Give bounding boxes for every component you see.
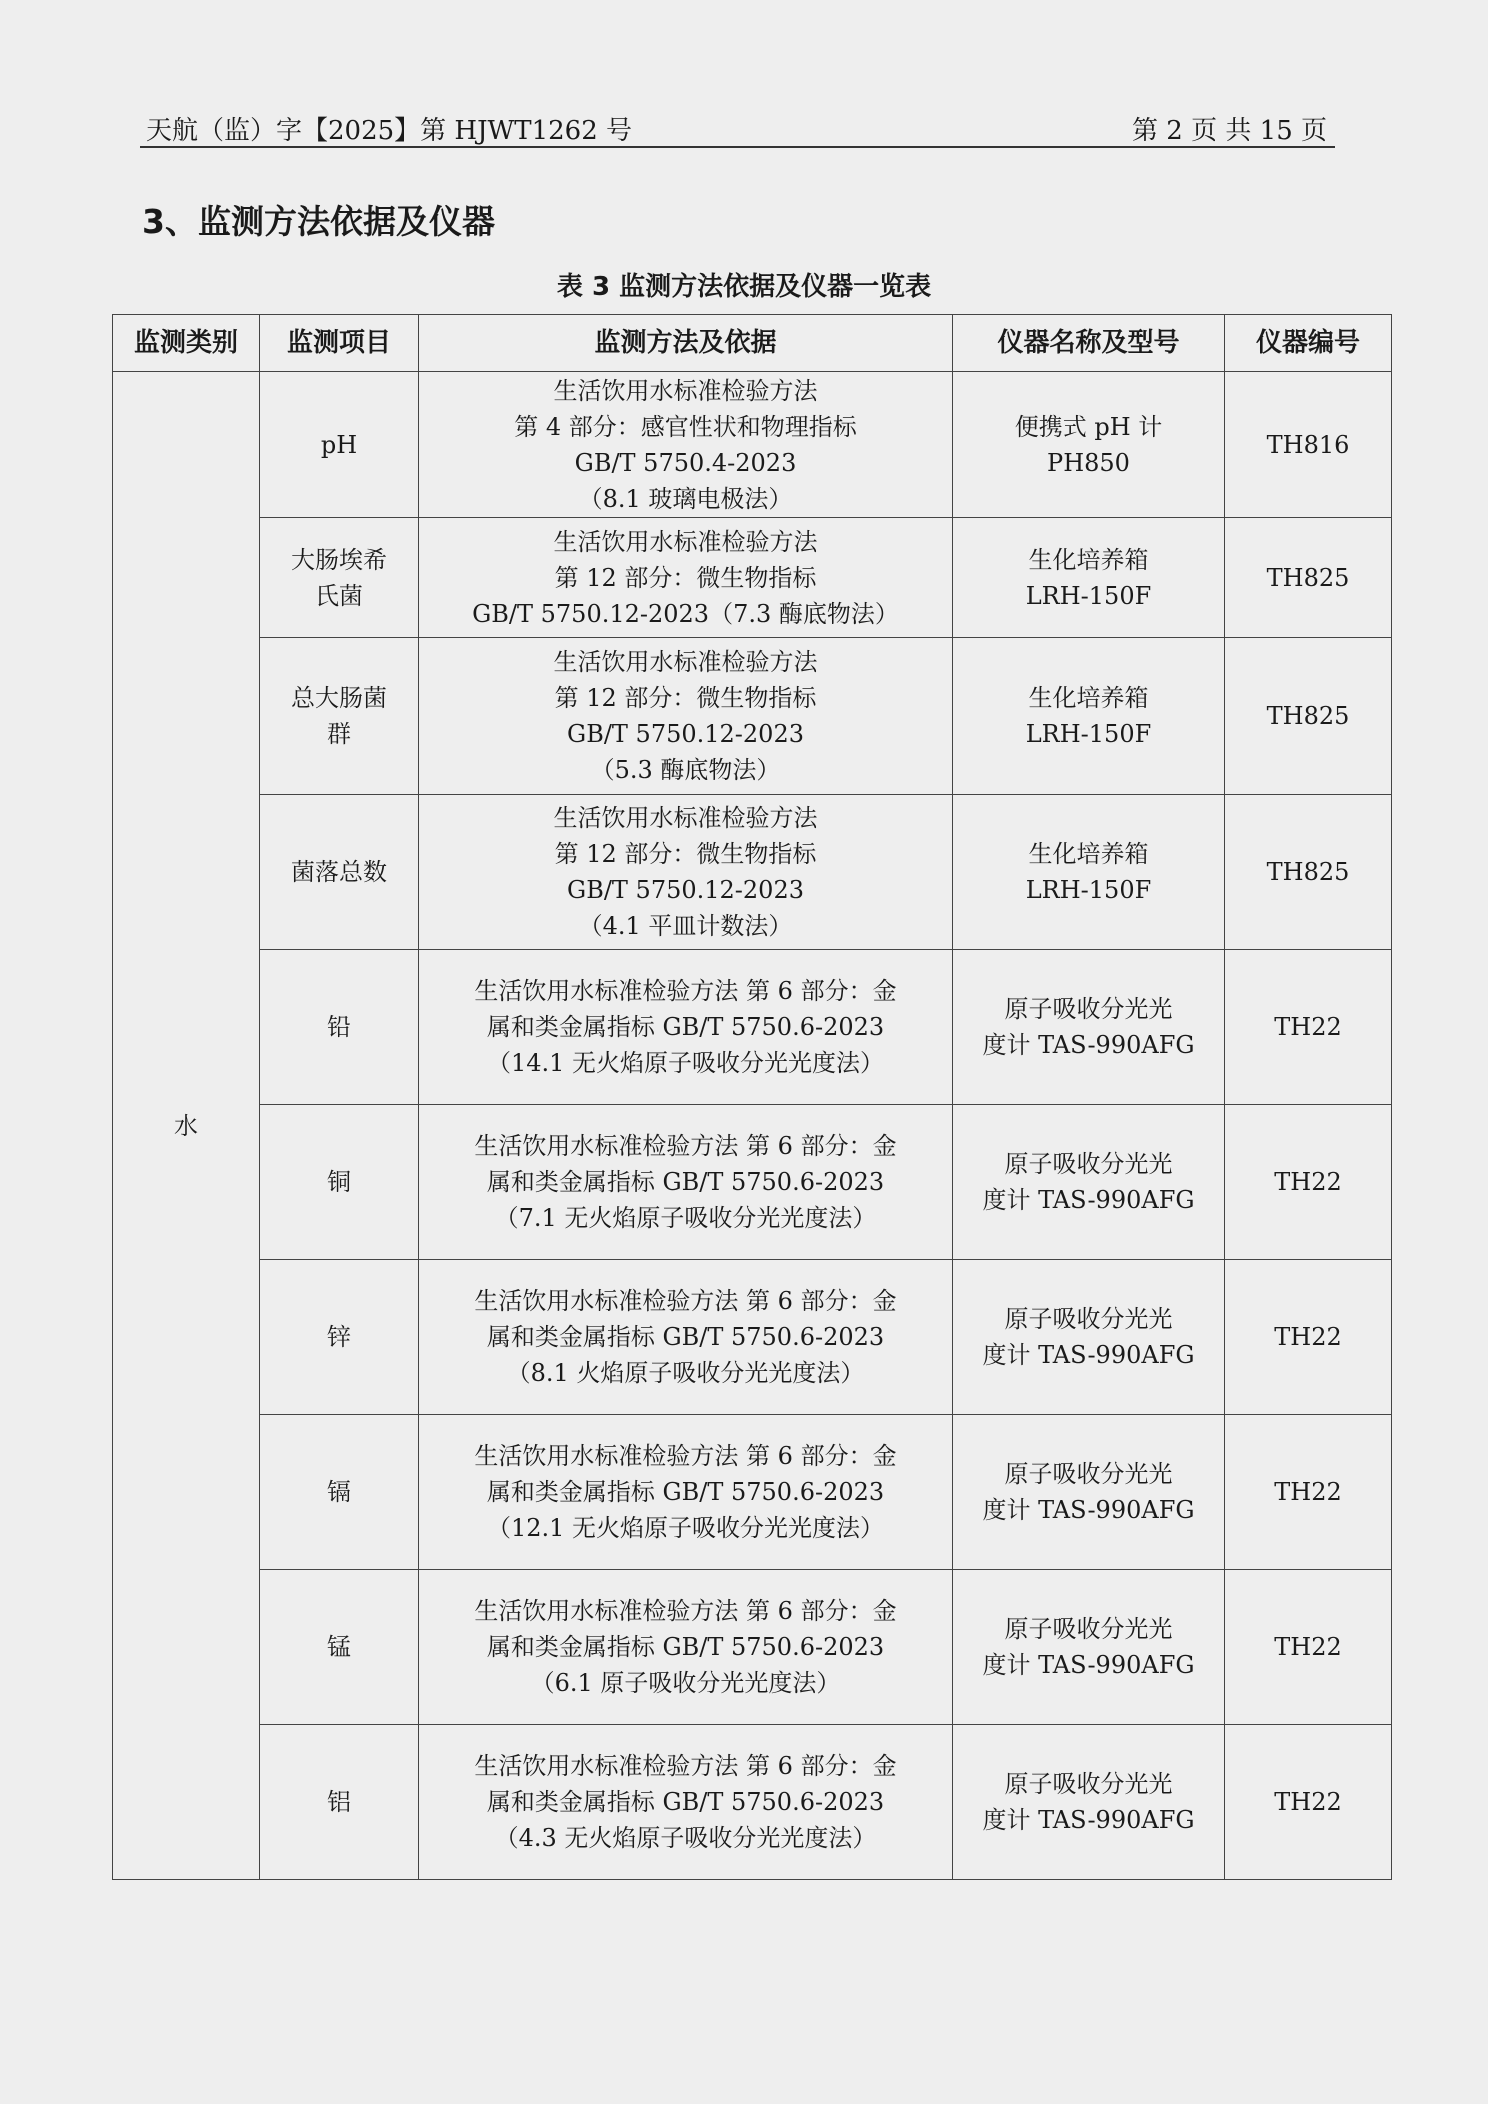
method-text-line: 生活饮用水标准检验方法 第 6 部分：金	[474, 1597, 897, 1625]
item-cell	[260, 1105, 419, 1260]
item-cell	[260, 638, 419, 795]
instrument-cell	[953, 950, 1225, 1105]
instrument-cell	[953, 372, 1225, 518]
item-cell	[260, 1570, 419, 1725]
method-cell	[419, 1105, 953, 1260]
method-cell	[419, 638, 953, 795]
instrument-id-cell: TH825	[1225, 638, 1392, 795]
method-cell	[419, 1260, 953, 1415]
method-text-line: （7.1 无火焰原子吸收分光光度法）	[494, 1204, 877, 1232]
table-row	[113, 1725, 1392, 1880]
item-text: pH	[320, 430, 358, 459]
column-header-item: 监测项目	[260, 315, 419, 372]
method-text-line: （5.3 酶底物法）	[590, 756, 781, 784]
instrument-cell	[953, 1415, 1225, 1570]
method-text-line: 生活饮用水标准检验方法 第 6 部分：金	[474, 1442, 897, 1470]
method-cell	[419, 372, 953, 518]
item-text: 镉	[327, 1478, 351, 1506]
instrument-id-cell: TH22	[1225, 1570, 1392, 1725]
instrument-id-cell: TH825	[1225, 518, 1392, 638]
item-text: 铜	[327, 1168, 351, 1196]
method-text-line: 生活饮用水标准检验方法	[553, 376, 818, 405]
item-cell	[260, 1260, 419, 1415]
instrument-id-cell: TH22	[1225, 1105, 1392, 1260]
instrument-id-cell: TH22	[1225, 950, 1392, 1105]
page-number: 第 2 页 共 15 页	[1132, 116, 1327, 146]
instrument-text-line: 原子吸收分光光	[1004, 1150, 1173, 1178]
method-text-line: GB/T 5750.4-2023	[574, 448, 797, 477]
method-text-line: （12.1 无火焰原子吸收分光光度法）	[486, 1514, 885, 1542]
method-cell	[419, 1415, 953, 1570]
instrument-cell	[953, 795, 1225, 950]
method-text-line: GB/T 5750.12-2023	[567, 876, 804, 904]
item-cell	[260, 1725, 419, 1880]
item-text: 菌落总数	[291, 858, 387, 886]
method-text-line: （8.1 玻璃电极法）	[578, 484, 793, 513]
method-text-line: 第 12 部分：微生物指标	[554, 840, 817, 868]
item-cell	[260, 518, 419, 638]
method-text-line: 第 12 部分：微生物指标	[554, 684, 817, 712]
method-text-line: （4.1 平皿计数法）	[578, 912, 793, 940]
instrument-text-line: 度计 TAS-990AFG	[982, 1651, 1195, 1679]
item-text: 锰	[327, 1633, 351, 1661]
method-cell	[419, 950, 953, 1105]
method-text-line: 属和类金属指标 GB/T 5750.6-2023	[486, 1633, 885, 1661]
item-text: 总大肠菌	[291, 684, 387, 712]
instrument-cell	[953, 1570, 1225, 1725]
item-text: 群	[327, 720, 351, 748]
method-text-line: 生活饮用水标准检验方法	[553, 804, 818, 832]
item-text: 大肠埃希	[291, 545, 387, 574]
method-cell	[419, 518, 953, 638]
item-text: 铅	[327, 1013, 351, 1041]
table-body	[113, 372, 1392, 1880]
instrument-text-line: 度计 TAS-990AFG	[982, 1186, 1195, 1214]
section-title: 3、监测方法依据及仪器	[142, 202, 495, 241]
method-text-line: 第 4 部分：感官性状和物理指标	[514, 412, 857, 441]
item-text: 氏菌	[315, 581, 363, 610]
instrument-text-line: 度计 TAS-990AFG	[982, 1031, 1195, 1059]
table-row	[113, 795, 1392, 950]
method-text-line: 属和类金属指标 GB/T 5750.6-2023	[486, 1013, 885, 1041]
method-cell	[419, 1570, 953, 1725]
table-row	[113, 518, 1392, 638]
methods-table	[112, 314, 1392, 1880]
table-row	[113, 638, 1392, 795]
instrument-text-line: LRH-150F	[1025, 720, 1152, 748]
table-row	[113, 1570, 1392, 1725]
method-text-line: 生活饮用水标准检验方法 第 6 部分：金	[474, 1287, 897, 1315]
method-cell	[419, 795, 953, 950]
table-row	[113, 372, 1392, 518]
method-text-line: 属和类金属指标 GB/T 5750.6-2023	[486, 1478, 885, 1506]
instrument-id-cell: TH22	[1225, 1415, 1392, 1570]
table-row	[113, 1105, 1392, 1260]
method-text-line: GB/T 5750.12-2023	[567, 720, 804, 748]
item-cell	[260, 950, 419, 1105]
instrument-text-line: LRH-150F	[1025, 581, 1152, 610]
instrument-cell	[953, 1725, 1225, 1880]
method-text-line: 生活饮用水标准检验方法 第 6 部分：金	[474, 1132, 897, 1160]
instrument-cell	[953, 638, 1225, 795]
column-header-instrument-id: 仪器编号	[1225, 315, 1392, 372]
instrument-text-line: 生化培养箱	[1028, 684, 1149, 712]
table-row	[113, 1260, 1392, 1415]
instrument-text-line: LRH-150F	[1025, 876, 1152, 904]
instrument-text-line: 原子吸收分光光	[1004, 1615, 1173, 1643]
table-header-row	[113, 315, 1392, 372]
column-header-method: 监测方法及依据	[419, 315, 953, 372]
instrument-id-cell: TH816	[1225, 372, 1392, 518]
method-text-line: 属和类金属指标 GB/T 5750.6-2023	[486, 1788, 885, 1816]
instrument-text-line: 生化培养箱	[1028, 840, 1149, 868]
instrument-id-cell: TH22	[1225, 1725, 1392, 1880]
table-caption: 表 3 监测方法依据及仪器一览表	[556, 272, 932, 302]
instrument-text-line: PH850	[1047, 448, 1130, 477]
item-text: 锌	[327, 1323, 351, 1351]
method-text-line: （4.3 无火焰原子吸收分光光度法）	[494, 1824, 877, 1852]
method-text-line: （6.1 原子吸收分光光度法）	[530, 1669, 841, 1697]
table-row	[113, 1415, 1392, 1570]
category-cell: 水	[113, 372, 260, 1880]
method-text-line: （14.1 无火焰原子吸收分光光度法）	[486, 1049, 885, 1077]
instrument-text-line: 原子吸收分光光	[1004, 1305, 1173, 1333]
instrument-text-line: 度计 TAS-990AFG	[982, 1341, 1195, 1369]
item-cell	[260, 795, 419, 950]
instrument-cell	[953, 1105, 1225, 1260]
instrument-text-line: 原子吸收分光光	[1004, 995, 1173, 1023]
column-header-category: 监测类别	[113, 315, 260, 372]
method-text-line: 生活饮用水标准检验方法 第 6 部分：金	[474, 1752, 897, 1780]
method-text-line: 生活饮用水标准检验方法	[553, 527, 818, 556]
instrument-text-line: 生化培养箱	[1028, 545, 1149, 574]
item-cell	[260, 372, 419, 518]
method-text-line: 第 12 部分：微生物指标	[554, 563, 817, 592]
method-text-line: 属和类金属指标 GB/T 5750.6-2023	[486, 1323, 885, 1351]
table-row	[113, 950, 1392, 1105]
instrument-cell	[953, 1260, 1225, 1415]
item-text: 铝	[327, 1788, 351, 1816]
instrument-id-cell: TH22	[1225, 1260, 1392, 1415]
instrument-text-line: 原子吸收分光光	[1004, 1770, 1173, 1798]
method-text-line: 生活饮用水标准检验方法	[553, 648, 818, 676]
method-text-line: 属和类金属指标 GB/T 5750.6-2023	[486, 1168, 885, 1196]
item-cell	[260, 1415, 419, 1570]
page-header	[140, 104, 1335, 148]
method-text-line: （8.1 火焰原子吸收分光光度法）	[506, 1359, 865, 1387]
column-header-instrument: 仪器名称及型号	[953, 315, 1225, 372]
method-text-line: 生活饮用水标准检验方法 第 6 部分：金	[474, 977, 897, 1005]
method-cell	[419, 1725, 953, 1880]
instrument-id-cell: TH825	[1225, 795, 1392, 950]
instrument-cell	[953, 518, 1225, 638]
instrument-text-line: 度计 TAS-990AFG	[982, 1806, 1195, 1834]
method-text-line: GB/T 5750.12-2023（7.3 酶底物法）	[472, 599, 899, 628]
report-number: 天航（监）字【2025】第 HJWT1262 号	[146, 116, 633, 146]
instrument-text-line: 便携式 pH 计	[1014, 412, 1163, 441]
instrument-text-line: 度计 TAS-990AFG	[982, 1496, 1195, 1524]
instrument-text-line: 原子吸收分光光	[1004, 1460, 1173, 1488]
